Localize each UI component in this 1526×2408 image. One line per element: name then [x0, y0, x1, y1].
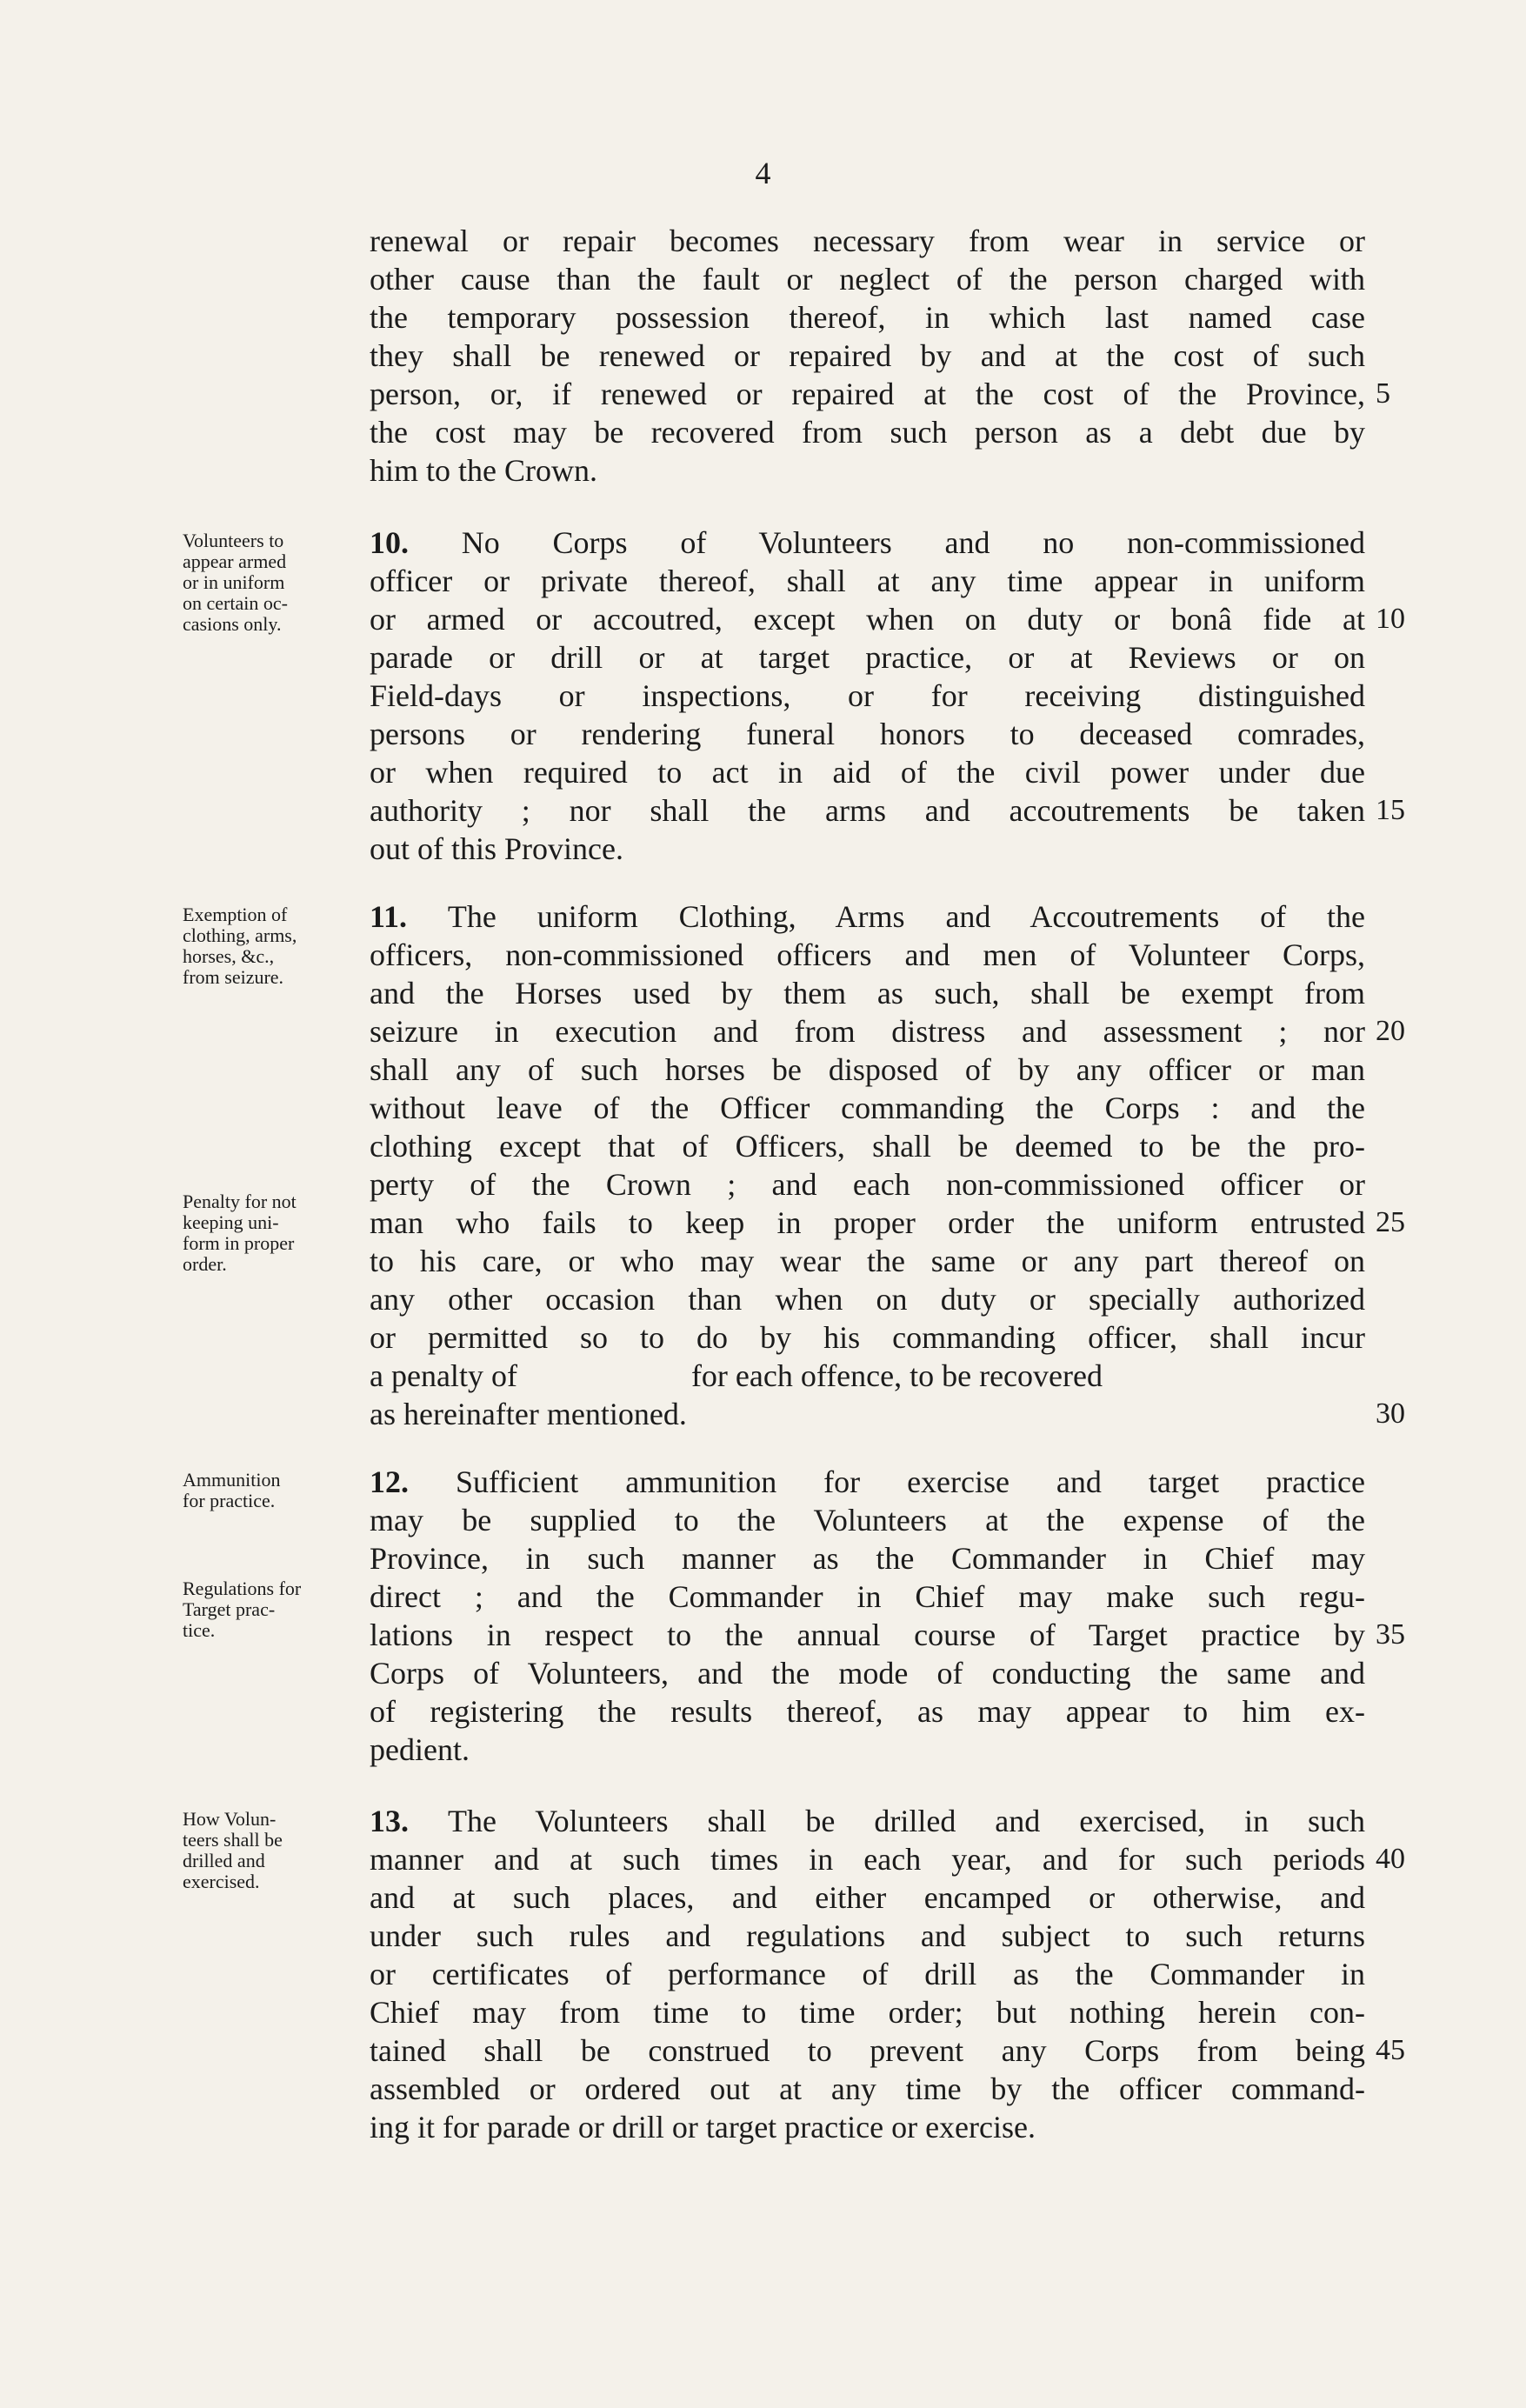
text-line: parade or drill or at target practice, or at Reviews or on: [370, 640, 1365, 675]
text-line: [370, 1357, 1365, 1395]
section-number: 12.: [370, 1464, 409, 1499]
line-number: 10: [1376, 603, 1405, 635]
margin-note-line: or in uniform: [183, 571, 285, 593]
text-line: persons or rendering funeral honors to deceased comrades,: [370, 717, 1365, 751]
text-line: assembled or ordered out at any time by the officer command-: [370, 2071, 1365, 2106]
text-line: or armed or accoutred, except when on duty or bonâ fide at: [370, 602, 1365, 637]
line-number: 25: [1376, 1206, 1405, 1238]
text-line: clothing except that of Officers, shall be deemed to be the pro-: [370, 1129, 1365, 1164]
line-number: 45: [1376, 2034, 1405, 2066]
margin-note-penalty: [183, 1191, 361, 1275]
margin-note-line: clothing, arms,: [183, 924, 297, 946]
margin-note-line: Ammunition: [183, 1469, 281, 1491]
text-line: authority ; nor shall the arms and accoutrements be taken: [370, 793, 1365, 828]
section-text: No Corps of Volunteers and no non-commissioned: [461, 525, 1365, 560]
section-text: The Volunteers shall be drilled and exercised, in such: [447, 1804, 1365, 1838]
text-line: without leave of the Officer commanding the Corps : and the: [370, 1091, 1365, 1125]
margin-note-line: Penalty for not: [183, 1191, 297, 1212]
text-line: the temporary possession thereof, in which last named case: [370, 300, 1365, 335]
page-number: 4: [755, 156, 771, 190]
text-line: to his care, or who may wear the same or any part thereof on: [370, 1244, 1365, 1278]
text-line: Chief may from time to time order; but nothing herein con-: [370, 1995, 1365, 2030]
text-line: lations in respect to the annual course of Target practice by: [370, 1618, 1365, 1652]
text-line: of registering the results thereof, as may appear to him ex-: [370, 1694, 1365, 1729]
section-text: The uniform Clothing, Arms and Accoutrements of the: [447, 899, 1365, 934]
margin-note-line: Regulations for: [183, 1578, 302, 1599]
text-line: seizure in execution and from distress and assessment ; nor: [370, 1014, 1365, 1049]
margin-note-exemption: [183, 904, 361, 988]
text-line: ing it for parade or drill or target practice or exercise.: [370, 2110, 1036, 2145]
text-line: or when required to act in aid of the civil power under due: [370, 755, 1365, 790]
margin-note-line: order.: [183, 1253, 227, 1275]
penalty-text-end: for each offence, to be recovered: [690, 1358, 1103, 1393]
text-line: pedient.: [370, 1732, 470, 1767]
line-number: 20: [1376, 1015, 1405, 1047]
text-line: perty of the Crown ; and each non-commissioned officer or: [370, 1167, 1365, 1202]
text-line: as hereinafter mentioned.: [370, 1397, 687, 1431]
margin-note-line: tice.: [183, 1619, 216, 1641]
margin-note-line: on certain oc-: [183, 592, 288, 614]
text-line: person, or, if renewed or repaired at the cost of the Province,: [370, 377, 1365, 411]
text-line: Corps of Volunteers, and the mode of conducting the same and: [370, 1656, 1365, 1691]
line-number: 30: [1376, 1397, 1405, 1430]
text-line: or certificates of performance of drill as the Commander in: [370, 1957, 1365, 1991]
text-line: [370, 1802, 1365, 1840]
text-line: officer or private thereof, shall at any time appear in uniform: [370, 564, 1365, 598]
section-number: 10.: [370, 525, 409, 560]
text-line: tained shall be construed to prevent any Corps from being: [370, 2033, 1365, 2068]
text-line: [370, 1463, 1365, 1501]
text-line: [370, 897, 1365, 936]
text-line: out of this Province.: [370, 831, 623, 866]
text-line: or permitted so to do by his commanding officer, shall incur: [370, 1320, 1365, 1355]
text-line: officers, non-commissioned officers and men of Volunteer Corps,: [370, 937, 1365, 972]
text-line: direct ; and the Commander in Chief may make such regu-: [370, 1579, 1365, 1614]
margin-note-line: Target prac-: [183, 1598, 276, 1620]
margin-note-line: drilled and: [183, 1850, 265, 1871]
text-line: man who fails to keep in proper order the uniform entrusted: [370, 1205, 1365, 1240]
line-number: 35: [1376, 1618, 1405, 1651]
section-text: Sufficient ammunition for exercise and target practice: [455, 1464, 1365, 1499]
section-number: 13.: [370, 1804, 409, 1838]
margin-note-line: from seizure.: [183, 966, 284, 988]
margin-note-ammunition: [183, 1470, 361, 1511]
text-line: any other occasion than when on duty or specially authorized: [370, 1282, 1365, 1317]
margin-note-line: Volunteers to: [183, 530, 284, 551]
margin-note-line: appear armed: [183, 550, 287, 572]
text-line: may be supplied to the Volunteers at the expense of the: [370, 1503, 1365, 1538]
text-line: Field-days or inspections, or for receiving distinguished: [370, 678, 1365, 713]
section-number: 11.: [370, 899, 408, 934]
text-line: other cause than the fault or neglect of the person charged with: [370, 262, 1365, 297]
text-line: him to the Crown.: [370, 453, 597, 488]
text-line: renewal or repair becomes necessary from wear in service or: [370, 223, 1365, 258]
margin-note-regulations: [183, 1578, 361, 1641]
margin-note-line: Exemption of: [183, 904, 288, 925]
text-line: and the Horses used by them as such, shall be exempt from: [370, 976, 1365, 1011]
margin-note-line: teers shall be: [183, 1829, 283, 1851]
penalty-text-start: a penalty of: [370, 1358, 517, 1393]
text-line: manner and at such times in each year, and for such periods: [370, 1842, 1365, 1877]
margin-note-drill: [183, 1809, 361, 1892]
margin-note-line: How Volun-: [183, 1808, 277, 1830]
text-line: and at such places, and either encamped or otherwise, and: [370, 1880, 1365, 1915]
line-number: 15: [1376, 794, 1405, 826]
margin-note-line: keeping uni-: [183, 1211, 279, 1233]
line-number: 40: [1376, 1843, 1405, 1875]
margin-note-line: form in proper: [183, 1232, 295, 1254]
text-line: shall any of such horses be disposed of by any officer or man: [370, 1052, 1365, 1087]
margin-note-line: horses, &c.,: [183, 945, 275, 967]
text-line: [370, 524, 1365, 562]
margin-note-line: casions only.: [183, 613, 282, 635]
margin-note-line: exercised.: [183, 1871, 260, 1892]
margin-note-line: for practice.: [183, 1490, 276, 1511]
margin-note-volunteers-armed: [183, 530, 361, 635]
line-number: 5: [1376, 377, 1390, 410]
text-line: they shall be renewed or repaired by and at the cost of such: [370, 338, 1365, 373]
text-line: under such rules and regulations and subject to such returns: [370, 1918, 1365, 1953]
text-line: the cost may be recovered from such person as a debt due by: [370, 415, 1365, 450]
text-line: Province, in such manner as the Commander in Chief may: [370, 1541, 1365, 1576]
